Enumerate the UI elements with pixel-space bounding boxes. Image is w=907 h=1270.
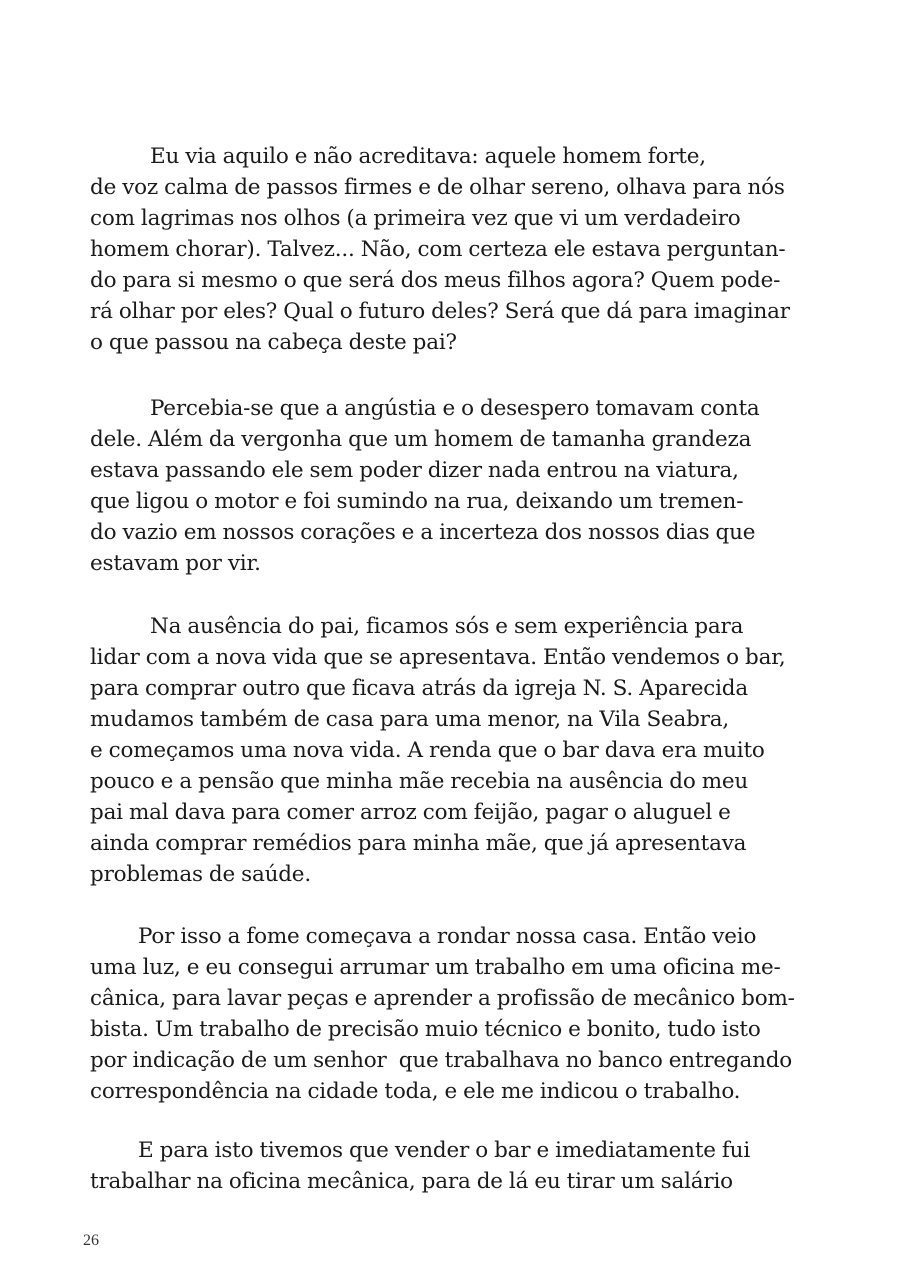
text-line: Na ausência do pai, ficamos sós e sem experiência para — [150, 614, 744, 639]
text-line: problemas de saúde. — [90, 862, 311, 887]
paragraph-1 — [90, 141, 790, 358]
page-number: 26 — [83, 1232, 99, 1249]
text-line: e começamos uma nova vida. A renda que o bar dava era muito — [90, 738, 765, 763]
text-line: o que passou na cabeça deste pai? — [90, 330, 457, 355]
text-line: trabalhar na oficina mecânica, para de lá eu tirar um salário — [90, 1169, 733, 1194]
text-line: cânica, para lavar peças e aprender a profissão de mecânico bom- — [90, 986, 795, 1011]
text-line: Percebia-se que a angústia e o desespero tomavam conta — [150, 396, 760, 421]
text-line: do vazio em nossos corações e a incerteza dos nossos dias que — [90, 520, 756, 545]
text-line: que ligou o motor e foi sumindo na rua, deixando um tremen- — [90, 489, 744, 514]
text-line: de voz calma de passos firmes e de olhar sereno, olhava para nós — [90, 175, 785, 200]
text-line: rá olhar por eles? Qual o futuro deles? Será que dá para imaginar — [90, 299, 790, 324]
paragraph-3 — [90, 611, 786, 890]
text-line: ainda comprar remédios para minha mãe, que já apresentava — [90, 831, 747, 856]
paragraph-5 — [90, 1135, 755, 1197]
text-line: correspondência na cidade toda, e ele me indicou o trabalho. — [90, 1079, 741, 1104]
text-line: Por isso a fome começava a rondar nossa casa. Então veio — [138, 924, 757, 949]
text-line: por indicação de um senhor que trabalhava no banco entregando — [90, 1048, 793, 1073]
text-line: E para isto tivemos que vender o bar e imediatamente fui — [138, 1138, 751, 1163]
paragraph-4 — [90, 921, 795, 1107]
text-line: pouco e a pensão que minha mãe recebia na ausência do meu — [90, 769, 749, 794]
text-line: estavam por vir. — [90, 551, 261, 576]
text-line: mudamos também de casa para uma menor, na Vila Seabra, — [90, 707, 730, 732]
text-line: lidar com a nova vida que se apresentava. Então vendemos o bar, — [90, 645, 786, 670]
text-line: pai mal dava para comer arroz com feijão, pagar o aluguel e — [90, 800, 731, 825]
text-line: bista. Um trabalho de precisão muio técnico e bonito, tudo isto — [90, 1017, 761, 1042]
text-line: para comprar outro que ficava atrás da igreja N. S. Aparecida — [90, 676, 748, 701]
text-line: uma luz, e eu consegui arrumar um trabalho em uma oficina me- — [90, 955, 781, 980]
text-line: dele. Além da vergonha que um homem de tamanha grandeza — [90, 427, 752, 452]
text-line: Eu via aquilo e não acreditava: aquele homem forte, — [150, 144, 706, 169]
text-line: do para si mesmo o que será dos meus filhos agora? Quem pode- — [90, 268, 781, 293]
paragraph-2 — [90, 393, 760, 579]
text-line: com lagrimas nos olhos (a primeira vez que vi um verdadeiro — [90, 206, 741, 231]
text-line: homem chorar). Talvez... Não, com certeza ele estava perguntan- — [90, 237, 786, 262]
text-line: estava passando ele sem poder dizer nada entrou na viatura, — [90, 458, 739, 483]
